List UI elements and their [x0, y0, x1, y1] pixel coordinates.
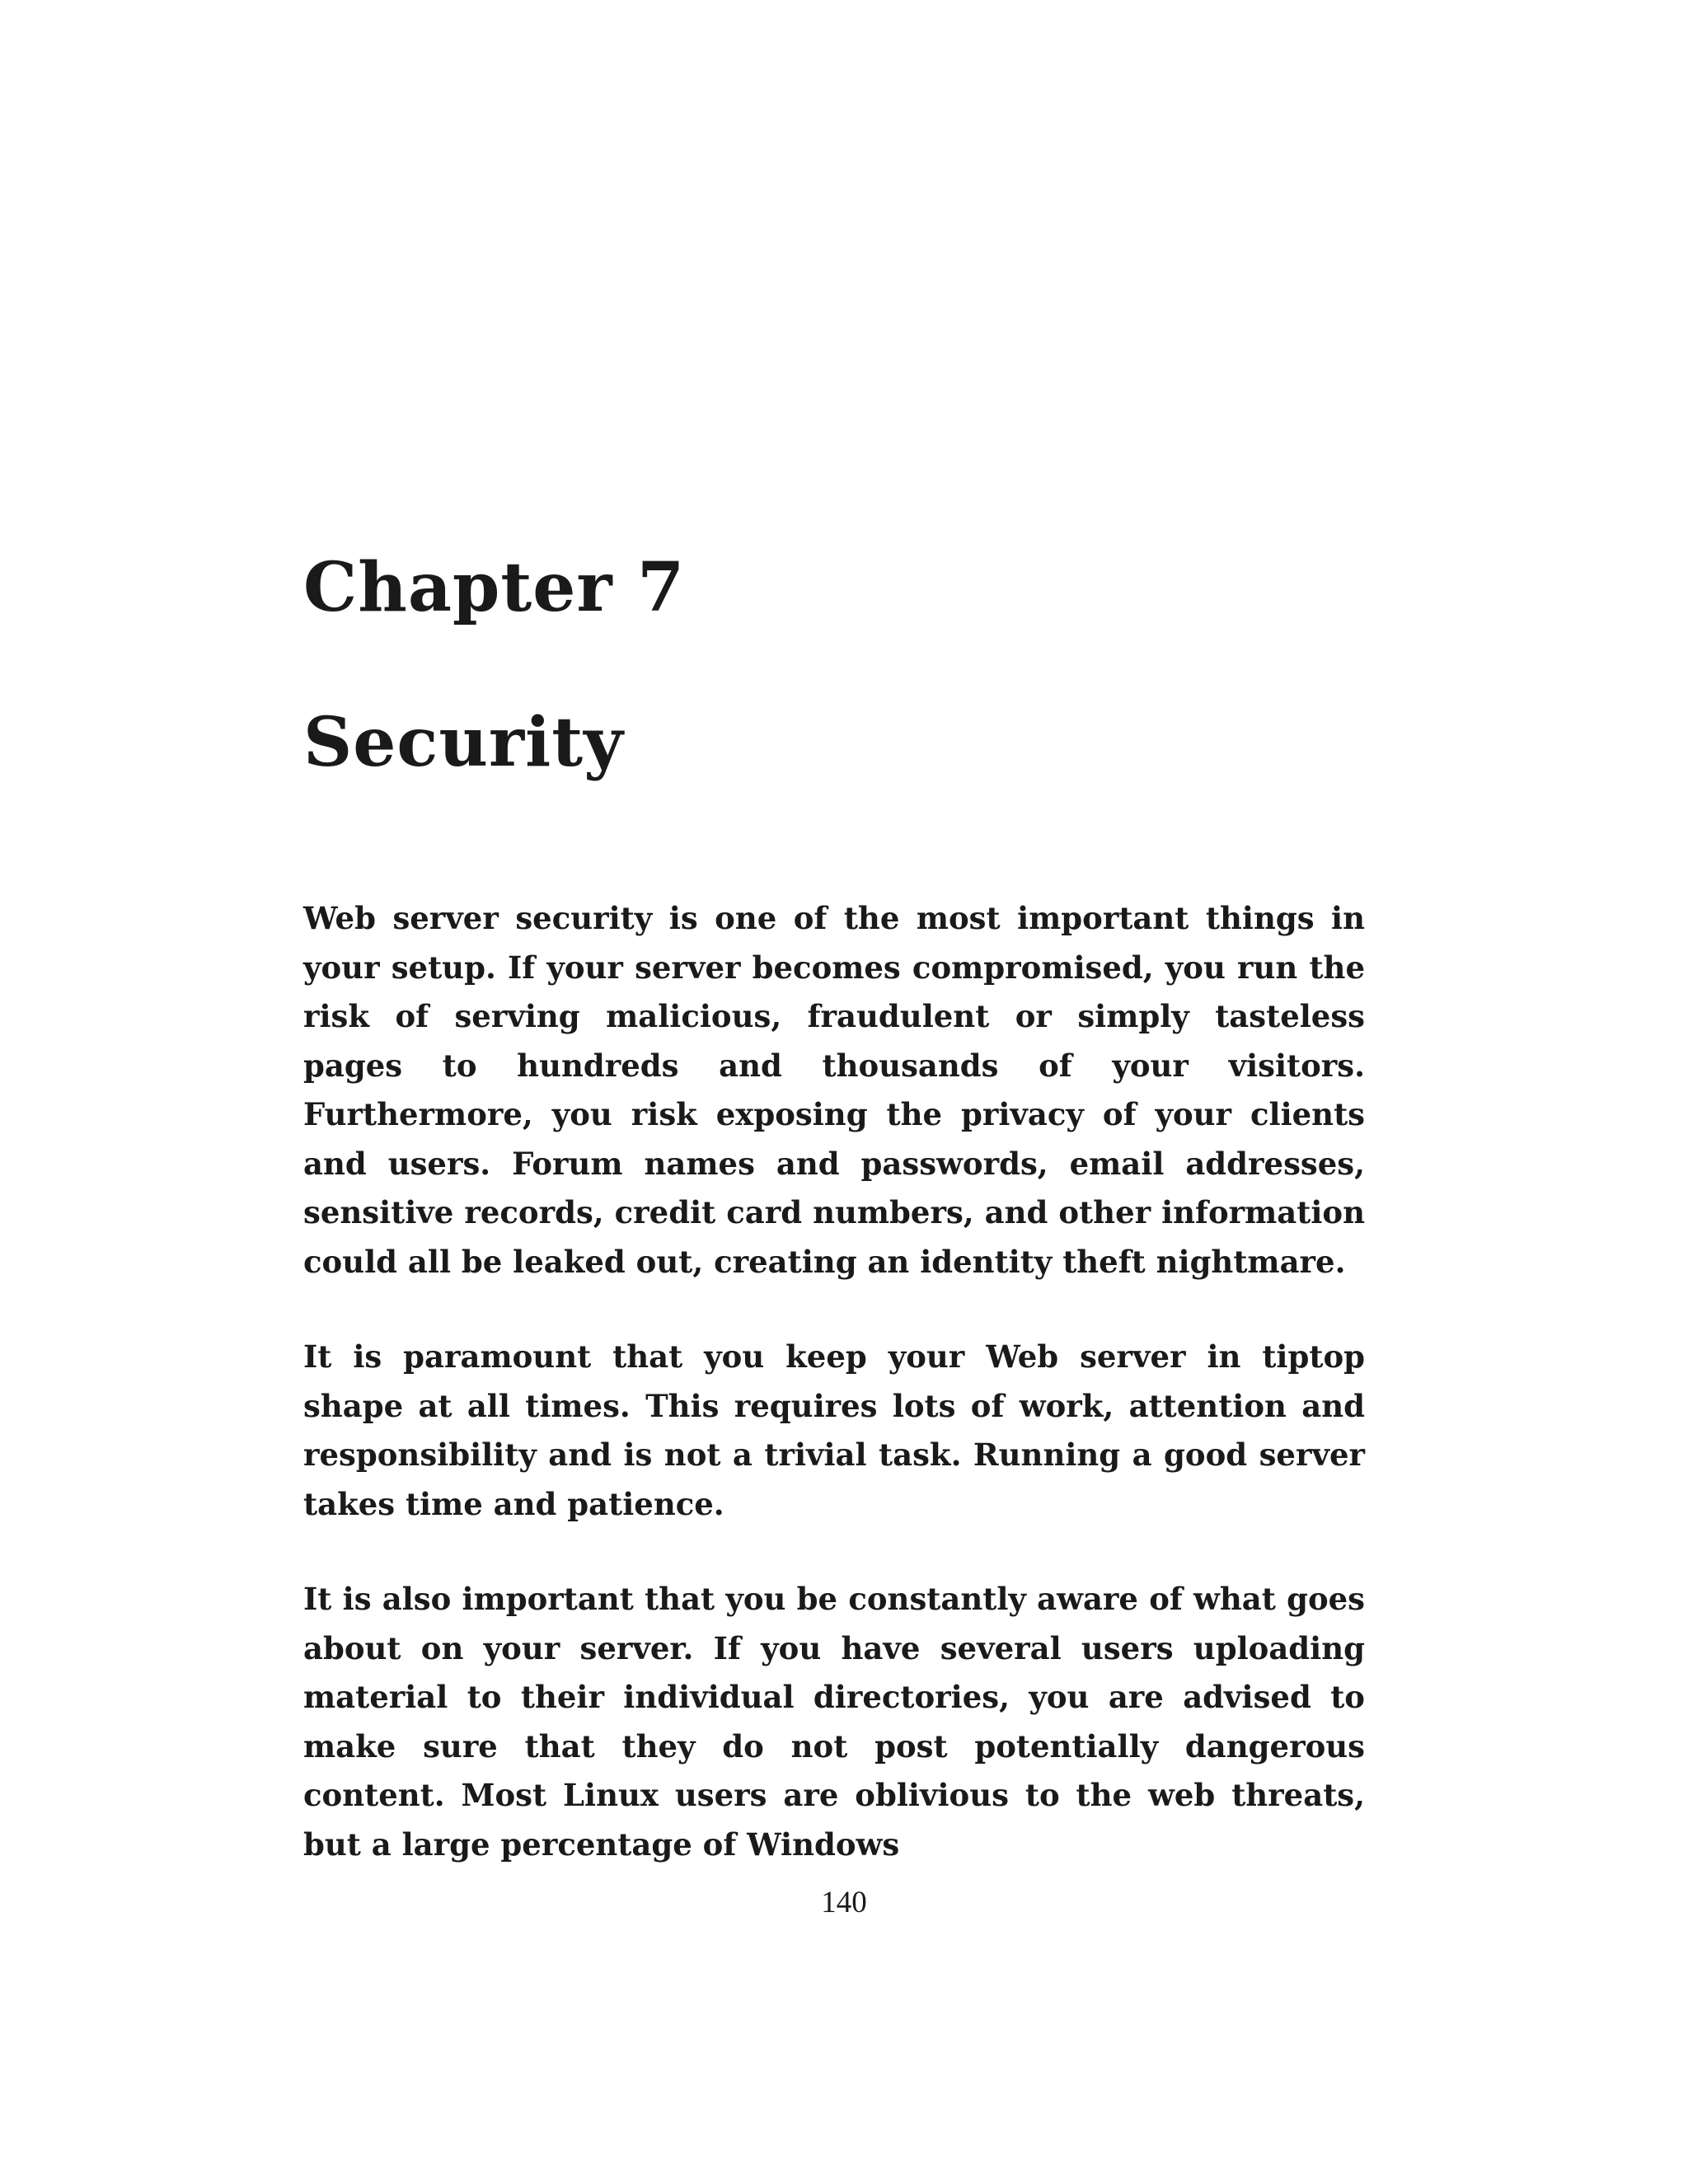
- chapter-number: Chapter 7: [303, 548, 686, 627]
- page-number: 140: [821, 1886, 867, 1919]
- paragraph-3: It is also important that you be constantly aware of what goes about on your server. If you have several users uploading material to their individual directories, you are advised to make sure that they do not post potentially dangerous content. Most Linux users are oblivious to the web threats, but a large percentage of Windows: [303, 1581, 1365, 1863]
- chapter-title: Security: [303, 703, 624, 782]
- chapter-body: [303, 894, 1365, 1915]
- paragraph-2: It is paramount that you keep your Web server in tiptop shape at all times. This requires lots of work, attention and responsibility and is not a trivial task. Running a good server takes time and patience.: [303, 1338, 1365, 1522]
- paragraph-1: Web server security is one of the most important things in your setup. If your server becomes compromised, you run the risk of serving malicious, fraudulent or simply tasteless pages to hundreds and thousands of your visitors. Furthermore, you risk exposing the privacy of your clients and users. Forum names and passwords, email addresses, sensitive records, credit card numbers, and other information could all be leaked out, creating an identity theft nightmare.: [303, 900, 1365, 1280]
